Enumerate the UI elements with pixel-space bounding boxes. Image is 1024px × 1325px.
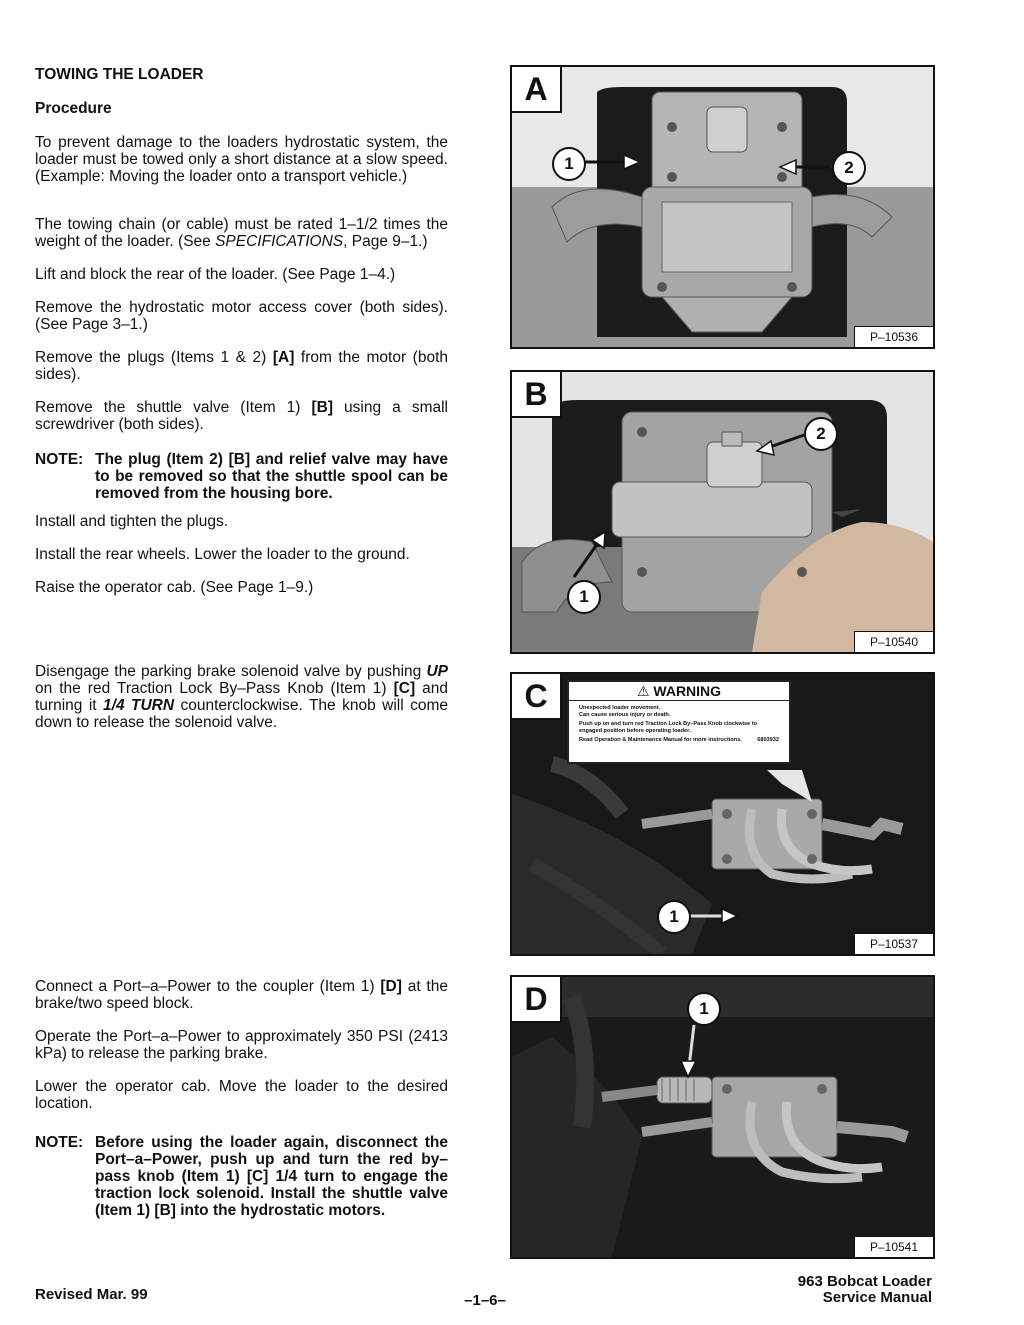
warning-line: engaged position before operating loader. <box>579 727 691 734</box>
warning-line: Push up on and turn red Traction Lock By–Pass Knob clockwise to <box>579 721 758 727</box>
paragraph-plugs: Remove the plugs (Items 1 & 2) [A] from the motor (both sides). <box>35 349 448 383</box>
callout-1: 1 <box>567 580 601 614</box>
warning-line: Read Operation & Maintenance Manual for more instructions. <box>579 737 742 743</box>
manual-title-line2: Service Manual <box>822 1289 932 1306</box>
paragraph-chain: The towing chain (or cable) must be rated 1–1/2 times the weight of the loader. (See SPECIFICATIONS, Page 9–1.) <box>35 216 448 250</box>
photo-number: P–10541 <box>854 1236 933 1257</box>
paragraph-lower-cab: Lower the operator cab. Move the loader to the desired location. <box>35 1078 448 1112</box>
figure-letter: D <box>512 977 562 1023</box>
decal-code: 6803932 <box>757 737 779 743</box>
paragraph-wheels: Install the rear wheels. Lower the loader to the ground. <box>35 546 410 563</box>
paragraph-lift: Lift and block the rear of the loader. (See Page 1–4.) <box>35 266 396 283</box>
warning-triangle-icon: ⚠ <box>636 683 650 699</box>
page-number: –1–6– <box>464 1292 506 1309</box>
figure-letter: C <box>512 674 562 720</box>
figure-d <box>510 975 935 1259</box>
note-plug: NOTE: The plug (Item 2) [B] and relief valve may have to be removed so that the shuttle spool can be removed from the housing bore. <box>35 451 448 502</box>
callout-1: 1 <box>552 147 586 181</box>
warning-line: Can cause serious injury or death. <box>579 711 671 718</box>
paragraph-install-plugs: Install and tighten the plugs. <box>35 513 229 530</box>
paragraph-operate: Operate the Port–a–Power to approximately 350 PSI (2413 kPa) to release the parking brake. <box>35 1028 448 1062</box>
callout-2: 2 <box>832 151 866 185</box>
note-before-use: NOTE: Before using the loader again, disconnect the Port–a–Power, push up and turn the red by–pass knob (Item 1) [C] 1/4 turn to engage the traction lock solenoid. Install the shuttle valve (Item 1) [B] into the hydrostatic motors. <box>35 1134 448 1219</box>
callout-2: 2 <box>804 417 838 451</box>
paragraph-raise-cab: Raise the operator cab. (See Page 1–9.) <box>35 579 314 596</box>
figure-c <box>510 672 935 956</box>
warning-line: Unexpected loader movement. <box>579 705 661 711</box>
manual-title <box>798 1274 932 1306</box>
photo-number: P–10536 <box>854 326 933 347</box>
warning-decal <box>567 680 791 764</box>
warning-title: ⚠ WARNING <box>569 682 789 701</box>
revision-date: Revised Mar. 99 <box>35 1286 148 1303</box>
paragraph-cover: Remove the hydrostatic motor access cover (both sides). (See Page 3–1.) <box>35 299 448 333</box>
figure-letter: A <box>512 67 562 113</box>
callout-1: 1 <box>687 992 721 1026</box>
section-heading: TOWING THE LOADER <box>35 66 204 83</box>
photo-number: P–10537 <box>854 933 933 954</box>
paragraph-shuttle: Remove the shuttle valve (Item 1) [B] using a small screwdriver (both sides). <box>35 399 448 433</box>
figure-a <box>510 65 935 349</box>
paragraph-intro: To prevent damage to the loaders hydrostatic system, the loader must be towed only a short distance at a slow speed. (Example: Moving the loader onto a transport vehicle.) <box>35 134 448 185</box>
paragraph-disengage: Disengage the parking brake solenoid valve by pushing UP on the red Traction Lock By–Pass Knob (Item 1) [C] and turning it 1/4 TURN counterclockwise. The knob will come down to release the solenoid valve. <box>35 663 448 731</box>
figure-b <box>510 370 935 654</box>
motor-photo-a <box>512 67 933 347</box>
engine-photo-d <box>512 977 933 1257</box>
manual-title-line1: 963 Bobcat Loader <box>797 1273 932 1290</box>
callout-1: 1 <box>657 900 691 934</box>
procedure-subheading: Procedure <box>35 100 112 117</box>
photo-number: P–10540 <box>854 631 933 652</box>
paragraph-connect: Connect a Port–a–Power to the coupler (Item 1) [D] at the brake/two speed block. <box>35 978 448 1012</box>
figure-letter: B <box>512 372 562 418</box>
